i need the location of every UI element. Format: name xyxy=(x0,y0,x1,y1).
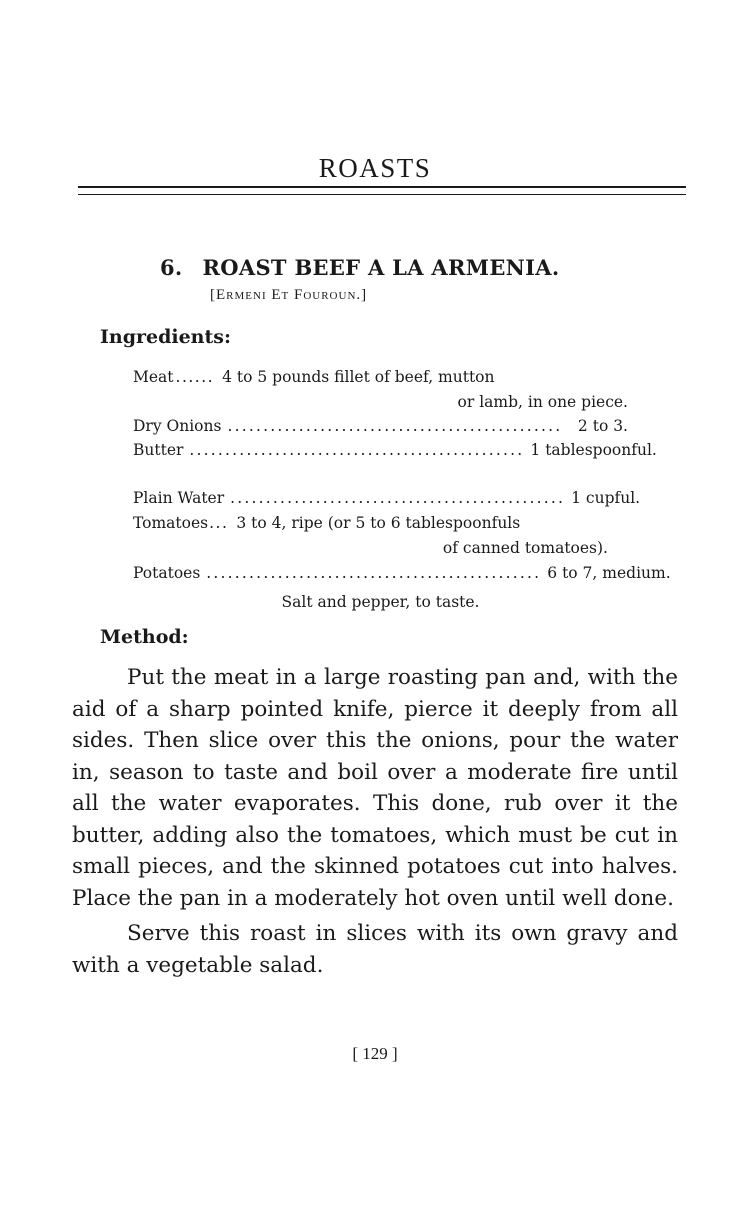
ingredient-water xyxy=(133,489,641,507)
running-head: ROASTS xyxy=(318,153,432,183)
method-paragraph: Put the meat in a large roasting pan and, with the aid of a sharp pointed knife, pierce it deeply from all sides. Then slice over this the onions, pour the water in, season to taste and boil over a moderate fire until all the water evaporates. This done, rub over it the butter, adding also the tomatoes, which must be cut in small pieces, and the skinned potatoes cut into halves. Place the pan in a moderately hot oven until well done. xyxy=(72,665,678,911)
ingredient-tomatoes xyxy=(133,516,628,532)
dot-leader: ............................................... xyxy=(206,564,542,582)
method-paragraph: Serve this roast in slices with its own gravy and with a vegetable salad. xyxy=(72,921,678,978)
header-rule-thin xyxy=(78,194,686,195)
recipe-number: 6. xyxy=(160,255,183,280)
method-heading: Method: xyxy=(100,626,189,648)
ingredient-name: Dry Onions xyxy=(133,417,222,435)
ingredient-quantity: 3 to 4, ripe (or 5 to 6 tablespoonfuls xyxy=(236,514,521,532)
recipe-title-text: ROAST BEEF A LA ARMENIA. xyxy=(202,255,560,280)
ingredients-heading: Ingredients: xyxy=(100,326,231,348)
dot-leader: ............................................... xyxy=(227,417,563,435)
ingredient-potatoes xyxy=(133,564,671,582)
ingredient-name: Plain Water xyxy=(133,489,225,507)
ingredient-butter xyxy=(133,441,657,459)
ingredient-name: Butter xyxy=(133,441,184,459)
dot-leader: ...... xyxy=(175,368,215,386)
ingredient-name: Meat xyxy=(133,368,174,386)
page-number: [ 129 ] xyxy=(352,1044,398,1063)
ingredient-quantity-continued: or lamb, in one piece. xyxy=(457,393,628,411)
ingredient-name: Tomatoes xyxy=(133,514,209,532)
recipe-title xyxy=(160,255,559,280)
ingredient-onions xyxy=(133,419,628,435)
ingredient-meat xyxy=(133,370,628,386)
dot-leader: ... xyxy=(209,514,229,532)
ingredient-quantity-continued: of canned tomatoes). xyxy=(442,539,608,557)
ingredient-quantity: 6 to 7, medium. xyxy=(547,564,671,582)
header-rule-thick xyxy=(78,186,686,188)
ingredient-quantity: 2 to 3. xyxy=(577,417,628,435)
method-text xyxy=(72,662,678,985)
dot-leader: ............................................... xyxy=(189,441,525,459)
recipe-subtitle: [Ermeni Et Fouroun.] xyxy=(210,287,368,303)
ingredient-meat-continuation xyxy=(133,395,628,411)
dot-leader: ............................................... xyxy=(230,489,566,507)
ingredient-quantity: 1 tablespoonful. xyxy=(530,441,657,459)
ingredient-tomatoes-continuation xyxy=(133,541,628,557)
ingredient-name: Potatoes xyxy=(133,564,201,582)
ingredient-quantity: 4 to 5 pounds fillet of beef, mutton xyxy=(222,368,495,386)
ingredient-seasoning: Salt and pepper, to taste. xyxy=(281,593,480,611)
ingredient-quantity: 1 cupful. xyxy=(571,489,641,507)
